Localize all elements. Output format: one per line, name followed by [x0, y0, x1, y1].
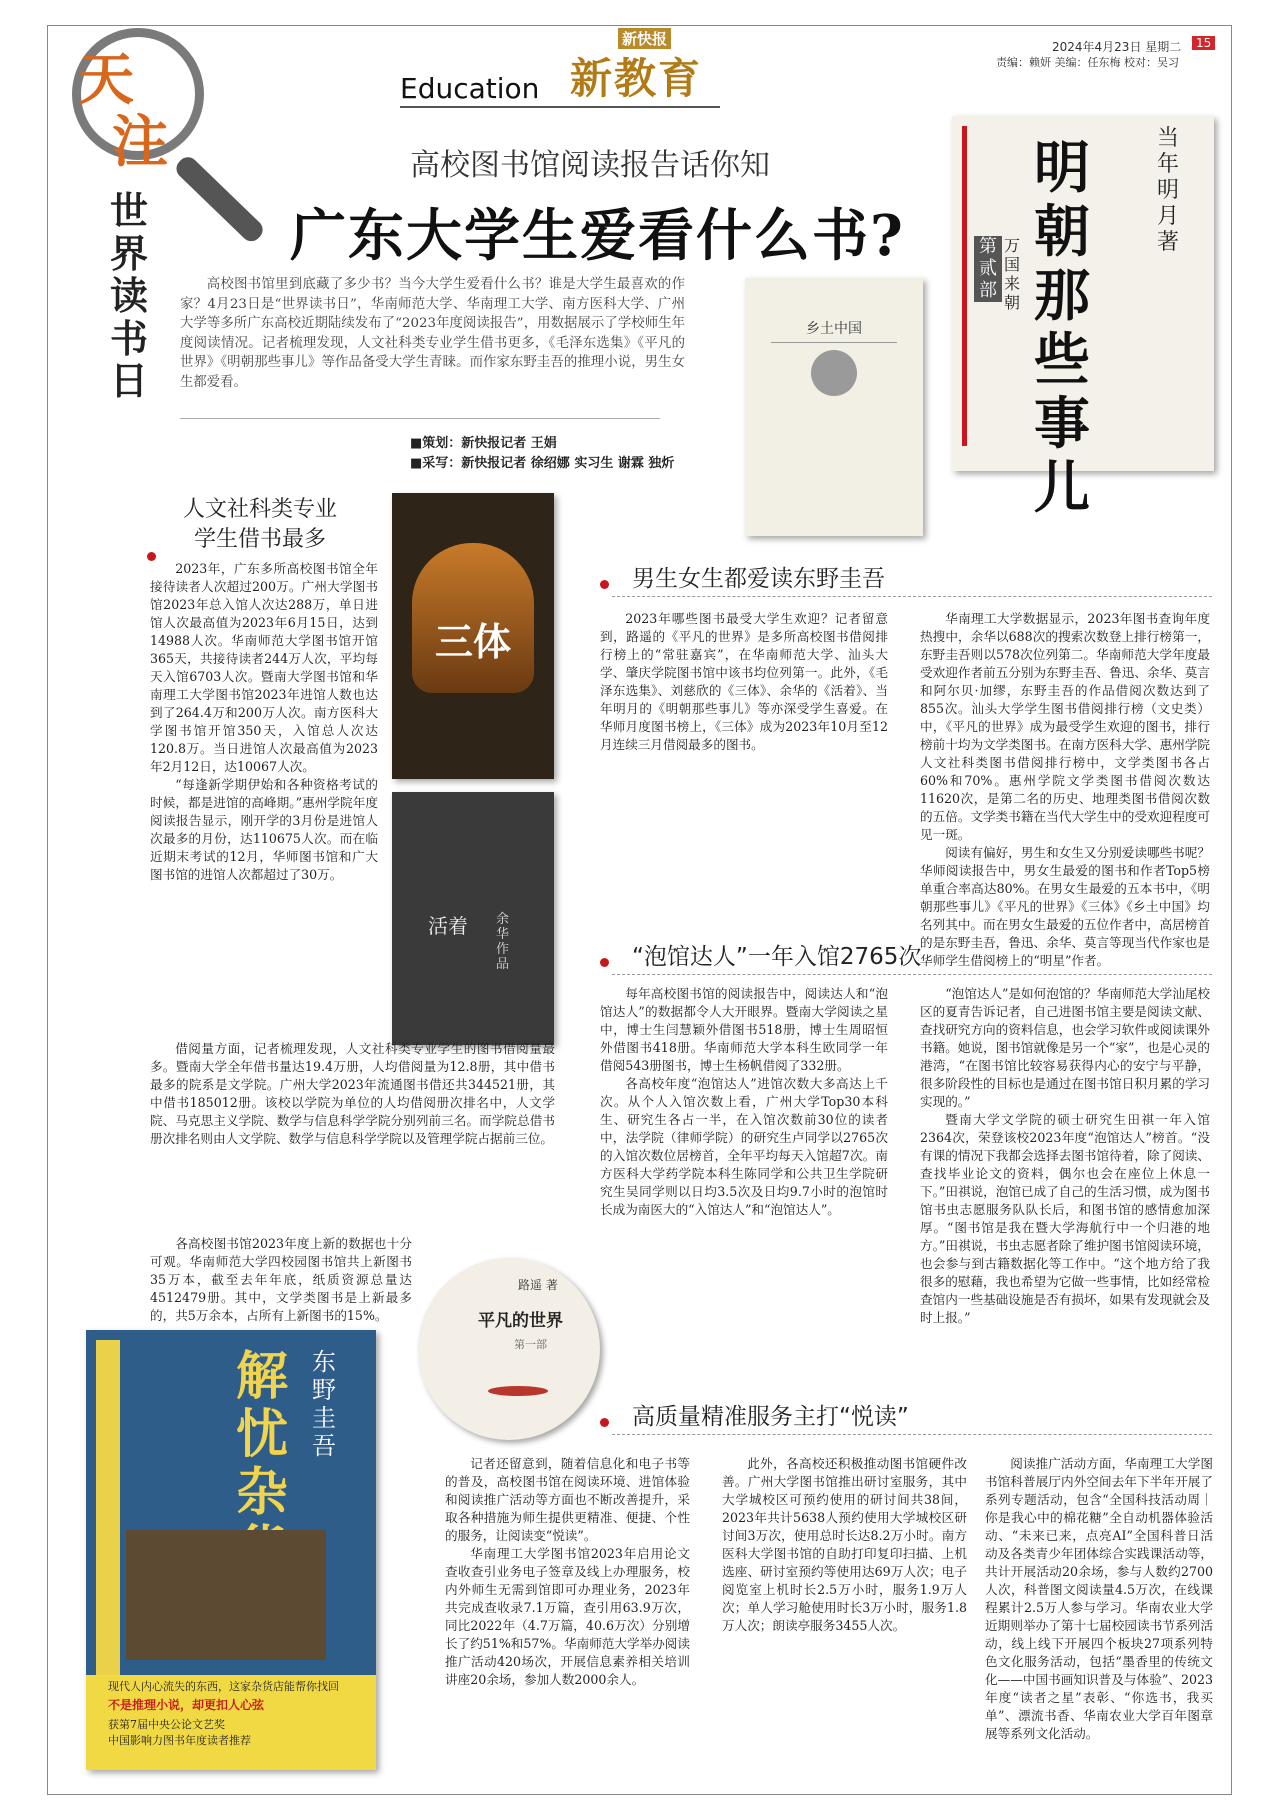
page-number: 15	[1192, 36, 1215, 50]
book-cover-mingchao	[952, 116, 1214, 521]
cover-art	[488, 1386, 548, 1396]
section1-paragraph: “每逢新学期伊始和各种资格考试的时候，都是进馆的高峰期。”惠州学院年度阅读报告显示，刚开学的3月份是进馆人次最多的月份，达110675人次。而在临近期末考试的12月，华师图书馆和广大图书馆的进馆人次都超过了30万。	[150, 777, 378, 882]
section2-title: 男生女生都爱读东野圭吾	[632, 566, 885, 592]
lead-divider	[180, 418, 660, 419]
section2-marker-icon	[600, 580, 609, 589]
section4-marker-icon	[600, 1418, 609, 1427]
section4-col-b	[722, 1455, 967, 1635]
section4-paragraph: 阅读推广活动方面，华南理工大学图书馆科普展厅内外空间去年下半年开展了系列专题活动，包含“全国科技活动周｜你是我心中的棉花糖”全自动机器体验活动、“未来已来，点亮AI”全国科普日活动及各类青少年团体综合实践课活动等，共计开展活动20余场，参与人数约2700人次，科普图文阅读量4.5万次，在线课程累计2.5万人参与学习。华南农业大学近期则举办了第十七届校园读书节系列活动，线上线下开展四个板块27项系列特色文化服务活动，包括“墨香里的传统文化——中国书画知识普及与体验”、2023年度“读者之星”表彰、“你选书，我买单”、漂流书香、华南农业大学百年图章展等系列文化活动。	[985, 1456, 1213, 1741]
section3-paragraph: 每年高校图书馆的阅读报告中，阅读达人和“泡馆达人”的数据都令人大开眼界。暨南大学阅读之星中，博士生闫慧颖外借图书518册，博士生周昭恒外借图书418册。华南师范大学本科生欧同学一年借阅543册图书，博士生杨帆借阅了332册。	[600, 986, 888, 1073]
cover-tagline-4: 中国影响力图书年度读者推荐	[108, 1734, 251, 1747]
sub-headline: 高校图书馆阅读报告话你知	[410, 148, 770, 183]
masthead-rule	[400, 106, 720, 108]
cover-stripe	[962, 126, 967, 446]
section4-title: 高质量精准服务主打“悦读”	[632, 1404, 909, 1430]
section3-marker-icon	[600, 958, 609, 967]
section1-col-b	[150, 1040, 555, 1148]
cover-author: 东野圭吾	[312, 1348, 336, 1460]
section2-paragraph: 2023年哪些图书最受大学生欢迎？记者留意到，路遥的《平凡的世界》是多所高校图书借阅排行榜上的“常驻嘉宾”，在华南师范大学、汕头大学、肇庆学院图书馆中该书均位列第一。此外，《毛泽东选集》、刘慈欣的《三体》、余华的《活着》、当年明月的《明朝那些事儿》等亦深受学生喜爱。在华师月度图书榜上，《三体》成为2023年10月至12月连续三月借阅最多的图书。	[600, 611, 888, 752]
credit-planning: ■策划：新快报记者 王娟	[410, 436, 557, 451]
book-cover-xiangtu	[745, 278, 923, 536]
section4-col-a	[445, 1455, 690, 1689]
main-headline: 广东大学生爱看什么书?	[290, 203, 905, 269]
section3-paragraph: 各高校年度“泡馆达人”进馆次数大多高达上千次。从个人入馆次数上看，广州大学Top30本科生、研究生各占一半，在入馆次数前30位的读者中，法学院（律师学院）的研究生卢同学以2765次的入馆次数位居榜首，全年平均每天入馆超7次。南方医科大学药学院本科生陈同学和公共卫生学院研究生吴同学则以日均3.5次及日均9.7小时的泡馆时长成为南医大的“入馆达人”和“泡馆达人”。	[600, 1076, 888, 1217]
cover-art	[126, 1530, 326, 1660]
section4-paragraph: 记者还留意到，随着信息化和电子书等的普及，高校图书馆在阅读环境、进馆体验和阅读推广活动等方面也不断改善提升，采取各种措施为师生提供更精准、便捷、个性的服务，让阅读变“悦读”。	[445, 1456, 690, 1543]
section2-divider	[612, 596, 1212, 597]
section3-divider	[612, 974, 1212, 975]
author-portrait	[811, 350, 857, 396]
book-cover-huozhe	[392, 792, 554, 1045]
cover-title: 解忧杂	[236, 1346, 289, 1523]
issue-date: 2024年4月23日 星期二	[1052, 40, 1182, 54]
section1-title-line2: 学生借书最多	[193, 527, 326, 552]
section4-divider	[612, 1434, 1212, 1435]
cover-author: 余华作品	[496, 912, 510, 972]
section4-col-c	[985, 1455, 1213, 1743]
section3-paragraph: 暨南大学文学院的硕士研究生田祺一年入馆2364次，荣登该校2023年度“泡馆达人”榜首。“没有课的情况下我都会选择去图书馆待着，除了阅读、查找毕业论文的资料，偶尔也会在座位上休息一下。”田祺说，泡馆已成了自己的生活习惯，成为图书馆书虫志愿服务队队长后，和图书馆的感情愈加深厚。“图书馆是我在暨大学海航行中一个归港的地方。”田祺说，书虫志愿者除了维护图书馆阅读环境，也会参与到古籍数据化等工作中。“这个地方给了我很多的慰藉，我也希望为它做一些事情，比如经常检查馆内一些基础设施是否有损坏，如果有发现就会及时上报。”	[920, 1112, 1210, 1325]
section3-col-b	[920, 985, 1210, 1327]
section2-paragraph: 阅读有偏好，男生和女生又分别爱读哪些书呢？华师阅读报告中，男女生最爱的图书和作者Top5榜单重合率高达80%。在男女生最爱的五本书中，《明朝那些事儿》《平凡的世界》《三体》《乡土中国》均名列其中。而在男女生最爱的五位作者中，高居榜首的是东野圭吾，鲁迅、余华、莫言等现当代作家也是华师学生借阅榜上的“明星”作者。	[920, 845, 1210, 968]
section1-paragraph: 借阅量方面，记者梳理发现，人文社科类专业学生的图书借阅量最多。暨南大学全年借书量达19.4万册，人均借阅量为12.8册，其中借书最多的院系是文学院。广州大学2023年流通图书借还共344521册，其中借书185012册。该校以学院为单位的人均借阅册次排名中，人文学院、马克思主义学院、数学与信息科学学院分别列前三名。而学院总借书册次排名则由人文学院、数学与信息科学学院以及管理学院占据前三位。	[150, 1041, 555, 1146]
section1-title-line1: 人文社科类专业	[182, 497, 337, 522]
cover-tagline-2: 不是推理小说，却更扣人心弦	[108, 1698, 265, 1712]
section4-paragraph: 此外，各高校还积极推动图书馆硬件改善。广州大学图书馆推出研讨室服务，其中大学城校区可预约使用的研讨间共38间，2023年共计5638人预约使用大学城校区研讨间3万次，使用总时长达8.2万小时。南方医科大学图书馆的自助打印复印扫描、上机选座、研讨室预约等使用达69万人次；电子阅览室上机时长2.5万小时，服务1.9万人次；单人学习舱使用时长3万小时，服务1.8万人次；朗读亭服务3455人次。	[722, 1456, 967, 1633]
cover-volume: 第一部	[514, 1338, 547, 1351]
credit-reporting: ■采写：新快报记者 徐绍娜 实习生 谢霖 独炘	[410, 456, 675, 471]
section3-title: “泡馆达人”一年入馆2765次	[632, 944, 922, 970]
masthead-brand-small: 新快报	[618, 28, 671, 49]
cover-title: 明朝那些事儿	[1034, 135, 1090, 521]
section3-paragraph: “泡馆达人”是如何泡馆的？华南师范大学汕尾校区的夏青告诉记者，自己进图书馆主要是阅读文献、查找研究方向的资料信息，也会学习软件或阅读课外书籍。她说，图书馆就像是另一个“家”，也是心灵的港湾，“在图书馆比较容易获得内心的安宁与平静，很多阶段性的目标也是通过在图书馆日积月累的学习实现的。”	[920, 986, 1210, 1109]
section4-paragraph: 华南理工大学图书馆2023年启用论文查收查引业务电子签章及线上办理服务，校内外师生无需到馆即可办理业务，2023年共完成查收录7.1万篇，查引用63.9万次，同比2022年（4.7万篇，40.6万次）分别增长了约51%和57%。华南师范大学举办阅读推广活动420场次，开展信息素养相关培训讲座20余场，参加人数2000余人。	[445, 1546, 690, 1687]
section1-paragraph: 各高校图书馆2023年度上新的数据也十分可观。华南师范大学四校园图书馆共上新图书35万本，截至去年年底，纸质资源总量达4512479册。其中，文学类图书是上新最多的，共5万余本，占所有上新图书的15%。	[150, 1236, 412, 1323]
cover-title: 平凡的世界	[478, 1311, 563, 1331]
section2-paragraph: 华南理工大学数据显示，2023年图书查询年度热搜中，余华以688次的搜索次数登上排行榜第一，东野圭吾则以578次位列第二。华南师范大学年度最受欢迎作者前五分别为东野圭吾、鲁迅、余华、莫言和阿尔贝·加缪，东野圭吾的作品借阅次数达到了855次。汕头大学学生图书借阅排行榜（文史类）中，《平凡的世界》成为最受学生欢迎的图书，排行榜前十均为文学类图书。在南方医科大学、惠州学院人文社科类图书借阅排行榜中，文学类图书各占60%和70%。惠州学院文学类图书借阅次数达11620次，是第二名的历史、地理类图书借阅次数的五倍。文学类书籍在当代大学生中的受欢迎程度可见一斑。	[920, 611, 1210, 842]
lead-paragraph: 高校图书馆里到底藏了多少书？当今大学生爱看什么书？谁是大学生最喜欢的作家？4月23日是“世界读书日”，华南师范大学、华南理工大学、南方医科大学、广州大学等多所广东高校近期陆续发布了“2023年度阅读报告”，用数据展示了学校师生年度阅读情况。记者梳理发现，人文社科类专业学生借书更多，《毛泽东选集》《平凡的世界》《明朝那些事儿》等作品备受大学生青睐。而作家东野圭吾的推理小说，男生女生都爱看。	[180, 277, 685, 390]
section1-title	[160, 495, 360, 555]
section1-paragraph: 2023年，广东多所高校图书馆全年接待读者人次超过200万。广州大学图书馆2023年总入馆人次达288万，单日进馆人次最高值为2023年6月15日，达到14988人次。华南师范大学图书馆开馆365天，共接待读者244万人次，平均每天入馆6703人次。暨南大学图书馆和华南理工大学图书馆2023年进馆人数也达到了264.4万和200万人次。南方医科大学图书馆开馆350天，入馆总人次达120.8万。当日进馆人次最高值为2023年2月12日，达10067人次。	[150, 561, 378, 774]
cover-author: 路遥 著	[518, 1278, 558, 1292]
column-char-zhu: 注	[112, 110, 168, 175]
cover-tagline-3: 获第7届中央公论文艺奖	[108, 1718, 225, 1731]
cover-author: 当年明月 著	[1157, 126, 1180, 255]
book-cover-pingfan	[418, 1258, 600, 1440]
cover-title: 活着	[428, 914, 468, 938]
book-cover-jieyou	[86, 1330, 376, 1770]
column-char-tian: 天	[78, 48, 134, 113]
section2-col-b	[920, 610, 1210, 970]
cover-subtitle: 万国来朝	[1004, 236, 1021, 312]
cover-title: 乡土中国	[771, 318, 897, 343]
section3-col-a	[600, 985, 888, 1219]
column-vertical-title: 世界读书日	[110, 189, 149, 404]
book-cover-santi	[392, 493, 554, 779]
cover-series: 第贰部	[974, 236, 1002, 302]
cover-title: 三体	[434, 619, 511, 664]
editors-line: 责编：赖妍 美编：任东梅 校对：吴习	[996, 56, 1179, 69]
section2-col-a	[600, 610, 888, 754]
section1-col-c	[150, 1235, 412, 1325]
masthead-brand: 新教育	[570, 54, 703, 103]
masthead-education: Education	[400, 72, 540, 105]
cover-tagline-1: 现代人内心流失的东西，这家杂货店能帮你找回	[108, 1680, 339, 1693]
section1-col-a	[150, 560, 378, 884]
